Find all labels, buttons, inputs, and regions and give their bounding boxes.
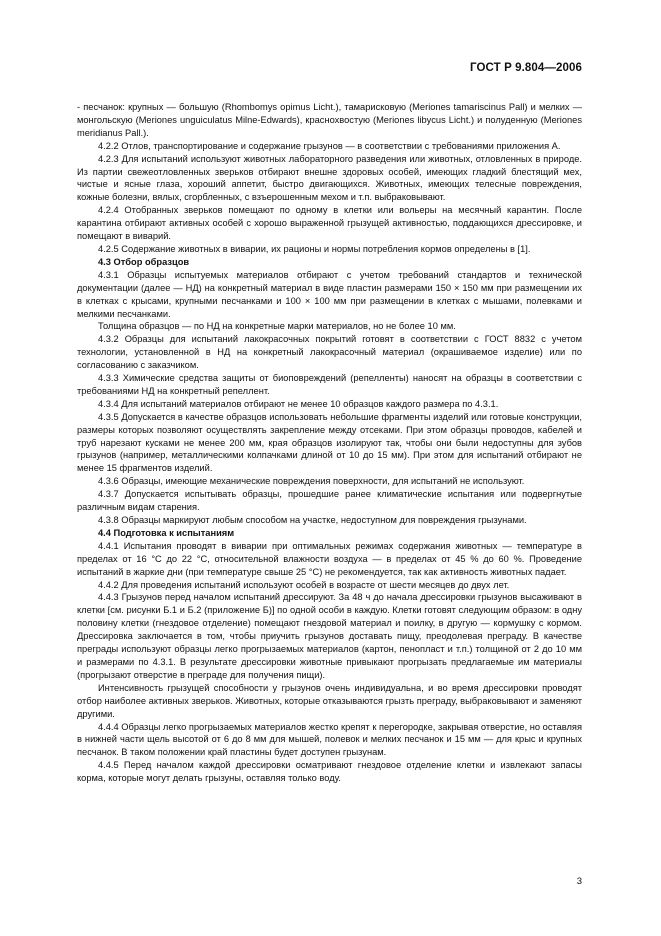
paragraph: 4.3.4 Для испытаний материалов отбирают не менее 10 образцов каждого размера по 4.3.1. — [98, 398, 499, 409]
paragraph: Толщина образцов — по НД на конкретные марки материалов, но не более 10 мм. — [98, 321, 456, 332]
paragraph: - песчанок: крупных — большую (Rhombomys opimus Licht.), тамарисковую (Meriones tamariscinus Pall) и мелких — монгольскую (Meriones unguiculatus Milne-Edwards), краснохвостую (Meriones libycus Licht.) и полуденную (Meriones meridianus Pall.). — [77, 102, 582, 138]
paragraph: 4.4.5 Перед началом каждой дрессировки осматривают гнездовое отделение клетки и извлекают запасы корма, которые могут делать грызуны, оставляя только воду. — [77, 760, 582, 784]
paragraph: 4.2.4 Отобранных зверьков помещают по одному в клетки или вольеры на месячный карантин. После карантина отбирают активных особей с хорошо выраженной грызущей активностью, поддающихся дрессировке, и помещают в виварий. — [77, 205, 582, 242]
paragraph: 4.3.1 Образцы испытуемых материалов отбирают с учетом требований стандартов и технической документации (далее — НД) на конкретный материал в виде пластин размерами 150 × 150 мм при размещении их в клетках с крысами, крупными песчанками и 100 × 100 мм при размещении в клетках с мышами, полевками и мелкими песчанками. — [77, 269, 582, 319]
paragraph: 4.4.1 Испытания проводят в виварии при оптимальных режимах содержания животных — температуре в пределах от 16 °С до 22 °С, относительной влажности воздуха — в пределах от 45 % до 60 %. Проведение испытаний в жаркие дни (при температуре свыше 25 °С) не рекомендуется, так как активность животных падает. — [77, 540, 582, 577]
paragraph: 4.2.3 Для испытаний используют животных лабораторного разведения или животных, отловленных в природе. Из партии свежеотловленных зверьков отбирают внешне здоровых особей, имеющих гладкий блестящий мех, чистые и ясные глаза, хороший аппетит, быстро двигающихся. Животных, имеющих телесные повреждения, кожные болезни, вялых, сгорбленных, с взъерошенным мехом и т.п. выбраковывают. — [77, 153, 582, 203]
paragraph: Интенсивность грызущей способности у грызунов очень индивидуальна, и во время дрессировки проводят отбор наиболее активных зверьков. Животных, которые отказываются грызть преграду, выбраковывают и заменяют другими. — [77, 682, 582, 719]
paragraph: 4.3.2 Образцы для испытаний лакокрасочных покрытий готовят в соответствии с ГОСТ 8832 с учетом технологии, установленной в НД на конкретный лакокрасочный материал (окрашиваемое изделие) или по согласованию с заказчиком. — [77, 334, 582, 371]
paragraph: 4.4.4 Образцы легко прогрызаемых материалов жестко крепят к перегородке, закрывая отверстие, но оставляя в нижней части щель высотой от 6 до 8 мм для мышей, полевок и мелких песчанок и 15 мм — для крыс и крупных песчанок. В таком положении край пластины будет доступен грызунам. — [77, 721, 583, 758]
paragraph: 4.3.7 Допускается испытывать образцы, прошедшие ранее климатические испытания или подвергнутые различным видам старения. — [77, 489, 582, 513]
section-heading: 4.4 Подготовка к испытаниям — [98, 527, 235, 538]
paragraph: 4.2.2 Отлов, транспортирование и содержание грызунов — в соответствии с требованиями приложения А. — [98, 140, 561, 151]
document-code-header: ГОСТ Р 9.804—2006 — [470, 62, 582, 74]
section-heading: 4.3 Отбор образцов — [98, 256, 190, 267]
paragraph: 4.4.3 Грызунов перед началом испытаний дрессируют. За 48 ч до начала дрессировки грызунов высаживают в клетки [см. рисунки Б.1 и Б.2 (приложение Б)] по одной особи в каждую. Клетки готовят следующим образом: в одну половину клетки (гнездовое отделение) помещают гнездовой материал и поилку, в другую — кормушку с кормом. Дрессировка заключается в том, чтобы приучить грызунов доставать пищу, преодолевая преграду. В качестве преграды используют образцы легко прогрызаемых материалов (картон, пенопласт и т.п.) толщиной от 2 до 10 мм и размерами по 4.3.1. В результате дрессировки животные привыкают прогрызать предлагаемые им материалы (прогрызают отверстие в преграде для получения пищи). — [77, 592, 582, 680]
page-number: 3 — [576, 876, 582, 887]
paragraph: 4.3.8 Образцы маркируют любым способом на участке, недоступном для повреждения грызунами. — [98, 515, 527, 525]
paragraph: 4.3.5 Допускается в качестве образцов использовать небольшие фрагменты изделий или готовые конструкции, размеры которых позволяют осуществлять закрепление между отсеками. При этом образцы проводов, кабелей и труб нарезают кусками не менее 200 мм, края образцов изолируют так, чтобы они были недоступны для зубов грызунов (например, металлическими колпачками длиной от 10 до 15 мм). При этом для испытаний отбирают не менее 15 фрагментов изделий. — [77, 411, 582, 474]
paragraph: 4.3.3 Химические средства защиты от биоповреждений (репелленты) наносят на образцы в соответствии с требованиями НД на конкретный репеллент. — [77, 373, 582, 396]
document-body — [77, 101, 582, 785]
paragraph: 4.4.2 Для проведения испытаний используют особей в возрасте от шести месяцев до двух лет. — [98, 579, 510, 590]
paragraph: 4.3.6 Образцы, имеющие механические повреждения поверхности, для испытаний не используют. — [98, 476, 525, 487]
paragraph: 4.2.5 Содержание животных в виварии, их рационы и нормы потребления кормов определены в [1]. — [98, 243, 531, 254]
